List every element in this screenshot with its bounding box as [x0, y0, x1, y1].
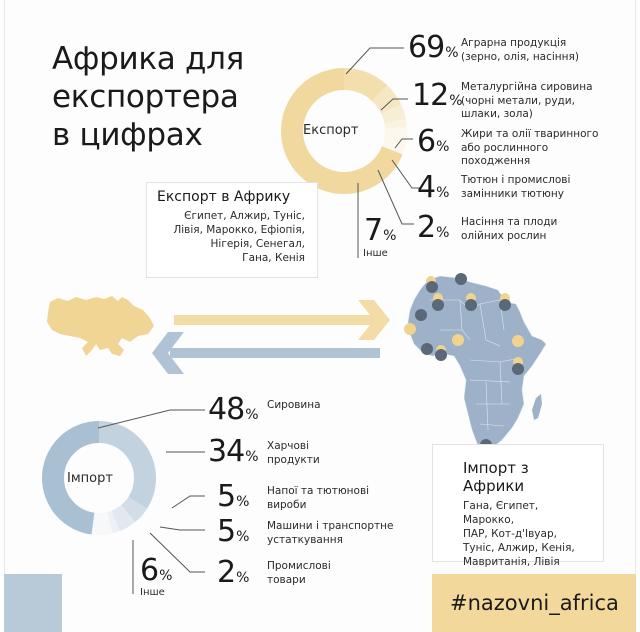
export-desc-fats: Жири та олії тваринного або рослинного походження: [461, 128, 599, 167]
import-pct-industrial: 2 %: [217, 555, 250, 590]
import-donut-label: Імпорт: [67, 471, 113, 486]
title-line-1: Африка для: [52, 41, 245, 77]
ukraine-map-icon: [47, 296, 154, 356]
export-desc-metal: Металургійна сировина (чорні метали, руди, шлаки, зола): [461, 81, 593, 120]
export-pct-tobacco: 4 %: [417, 170, 450, 205]
import-pct-drinks: 5 %: [217, 479, 250, 514]
import-desc-food: Харчові продукти: [267, 440, 320, 466]
export-arrow-icon: [174, 300, 390, 340]
export-pct-other: 7 %: [364, 213, 397, 248]
export-pct-fats: 6 %: [417, 124, 450, 159]
export-countries-list: Єгипет, Алжир, Туніс, Лівія, Марокко, Ефіопія, Нігерія, Сенегал, Гана, Кенія: [173, 210, 305, 264]
hashtag-text: #nazovni_africa: [450, 591, 619, 615]
import-pct-machines: 5 %: [217, 514, 250, 549]
export-pct-metal: 12 %: [412, 78, 463, 113]
import-pct-raw: 48 %: [208, 392, 259, 427]
import-countries-list: Гана, Єгипет, Марокко, ПАР, Кот-д'Івуар, Туніс, Алжир, Кенія, Мавританія, Лівія: [463, 500, 575, 568]
import-pct-food: 34 %: [208, 434, 259, 469]
export-pct-seeds: 2 %: [417, 210, 450, 245]
export-pct-agri: 69 %: [408, 30, 459, 65]
export-desc-seeds: Насіння та плоди олійних рослин: [461, 216, 558, 242]
import-desc-industrial: Промислові товари: [267, 560, 331, 586]
import-desc-drinks: Напої та тютюнові вироби: [267, 485, 370, 511]
africa-map-icon: [408, 276, 546, 452]
import-other-label: Інше: [140, 587, 165, 598]
export-donut-label: Експорт: [303, 123, 359, 138]
madagascar-map-icon: [532, 394, 542, 420]
import-from-africa-title: Імпорт з Африки: [463, 459, 529, 495]
import-pct-other: 6 %: [140, 553, 173, 588]
hashtag-banner: [432, 574, 636, 632]
import-desc-machines: Машини і транспортне устаткування: [267, 520, 394, 546]
title-line-3: в цифрах: [52, 117, 203, 153]
import-from-africa-box: [432, 444, 604, 568]
import-arrow-icon: [152, 332, 380, 374]
import-desc-raw: Сировина: [267, 399, 321, 411]
export-desc-agri: Аграрна продукція (зерно, олія, насіння): [461, 37, 579, 63]
export-to-africa-box: [146, 182, 318, 278]
export-to-africa-title: Експорт в Африку: [157, 189, 291, 205]
decorative-blue-block: [4, 574, 62, 632]
export-other-label: Інше: [363, 248, 388, 259]
title-line-2: експортера: [52, 79, 239, 115]
export-desc-tobacco: Тютюн і промислові замінники тютюну: [461, 174, 571, 200]
